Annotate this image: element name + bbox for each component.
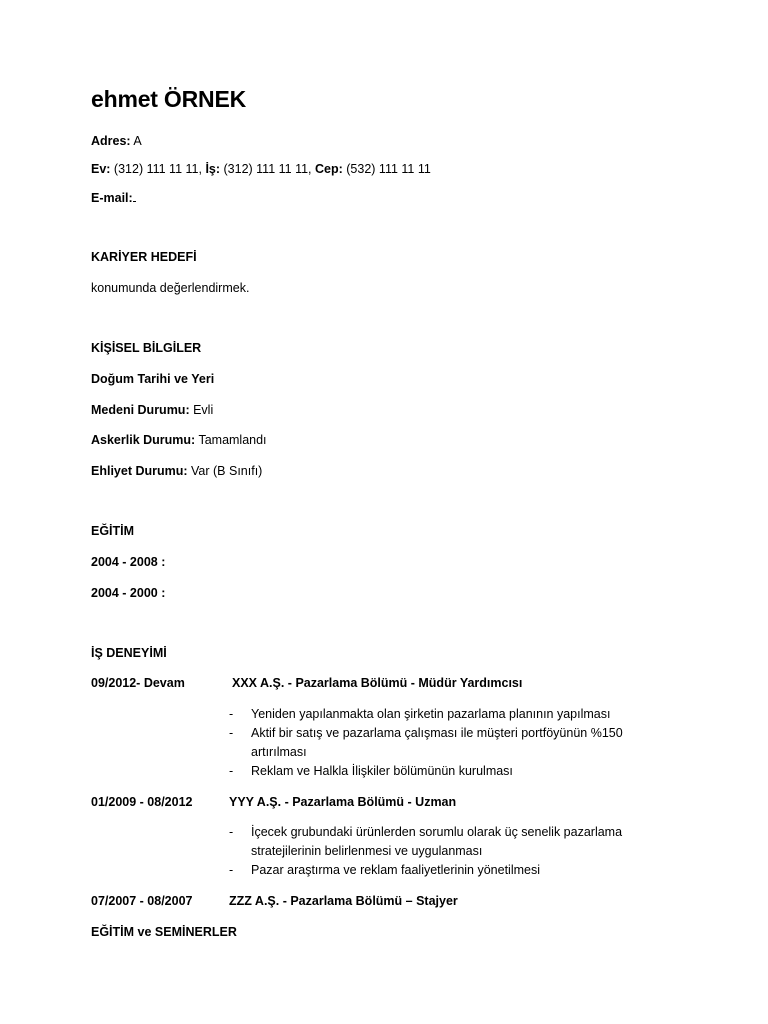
seminars-heading-text: EĞİTİM ve SEMİNERLER [91,925,237,939]
job-date: 07/2007 - 08/2007 [91,894,193,908]
job-bullet-list [229,823,649,880]
bullet-text: Yeniden yapılanmakta olan şirketin pazarlama planının yapılması [251,707,611,721]
bullet-dash: - [229,707,234,721]
email-line [91,189,136,206]
license-line [91,463,262,479]
address-label: Adres: [91,134,131,148]
job-title: ZZZ A.Ş. - Pazarlama Bölümü – Stajyer [229,894,458,908]
list-item [229,724,649,762]
email-label: E-mail: [91,191,133,205]
education-entry-date: 2004 - 2000 : [91,586,166,600]
bullet-text: İçecek grubundaki ürünlerden sorumlu olarak üç senelik pazarlama stratejilerinin belirlenmesi ve uygulanması [251,825,623,858]
bullet-dash: - [229,863,234,877]
home-phone-value: (312) 111 11 11, [110,162,206,176]
career-text: konumunda değerlendirmek. [91,281,250,295]
resume-name: ehmet ÖRNEK [91,86,246,112]
list-item [229,762,649,781]
career-heading-text: KARİYER HEDEFİ [91,250,197,264]
education-entry-date: 2004 - 2008 : [91,555,166,569]
education-entry [91,554,165,570]
list-item [229,705,649,724]
bullet-dash: - [229,726,234,740]
military-label: Askerlik Durumu: [91,433,196,447]
career-heading [91,249,197,265]
marital-line [91,402,213,418]
experience-heading [91,645,167,661]
address-value: A [130,134,142,148]
mobile-phone-label: Cep: [315,162,343,176]
bullet-dash: - [229,825,234,839]
seminars-heading [91,924,237,940]
job-bullet-list [229,705,649,781]
personal-heading [91,340,201,356]
mobile-phone-value: (532) 111 11 11 [342,162,431,176]
birth-label: Doğum Tarihi ve Yeri [91,372,215,386]
bullet-dash: - [229,764,234,778]
military-value: Tamamlandı [195,433,267,447]
phone-line [91,161,431,177]
marital-value: Evli [189,403,214,417]
license-value: Var (B Sınıfı) [187,464,263,478]
job-title: XXX A.Ş. - Pazarlama Bölümü - Müdür Yardımcısı [232,676,523,690]
list-item [229,823,649,861]
job-title: YYY A.Ş. - Pazarlama Bölümü - Uzman [229,795,457,809]
military-line [91,432,267,448]
marital-label: Medeni Durumu: [91,403,190,417]
education-entry [91,585,165,601]
home-phone-label: Ev: [91,162,111,176]
bullet-text: Reklam ve Halkla İlişkiler bölümünün kurulması [251,764,513,778]
job-date: 09/2012- Devam [91,676,185,690]
bullet-text: Aktif bir satış ve pazarlama çalışması ile müşteri portföyünün %150 artırılması [251,726,623,759]
job-date: 01/2009 - 08/2012 [91,795,193,809]
email-link[interactable] [133,189,136,202]
work-phone-value: (312) 111 11 11, [220,162,316,176]
personal-heading-text: KİŞİSEL BİLGİLER [91,341,202,355]
education-heading [91,523,134,539]
work-phone-label: İş: [205,162,221,176]
birth-line [91,371,214,387]
list-item [229,861,649,880]
education-heading-text: EĞİTİM [91,524,135,538]
address-line [91,133,142,149]
experience-heading-text: İŞ DENEYİMİ [91,646,167,660]
license-label: Ehliyet Durumu: [91,464,188,478]
bullet-text: Pazar araştırma ve reklam faaliyetlerinin yönetilmesi [251,863,540,877]
